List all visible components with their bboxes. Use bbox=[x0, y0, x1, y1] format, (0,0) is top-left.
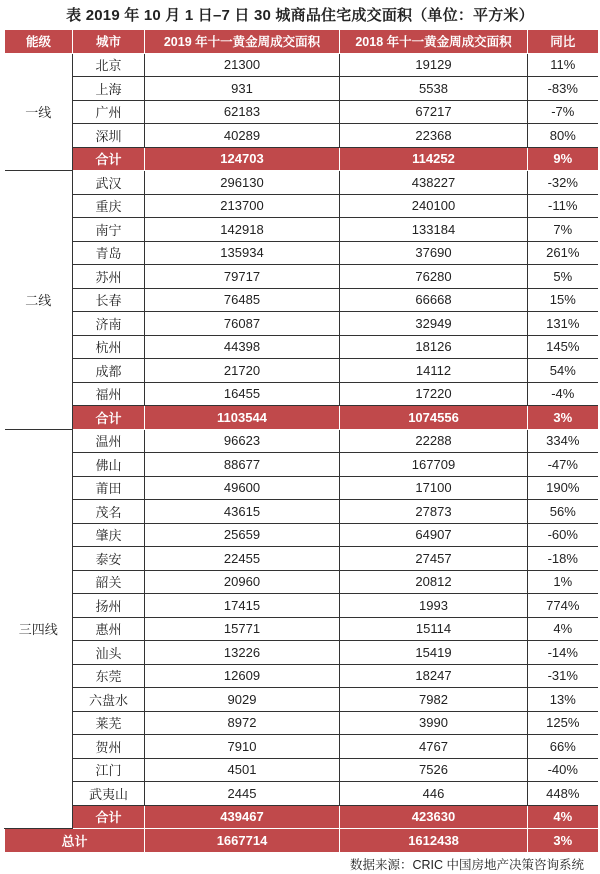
city-cell: 温州 bbox=[73, 429, 145, 453]
yoy-cell: -11% bbox=[528, 194, 598, 218]
tier-label: 二线 bbox=[5, 171, 73, 430]
yoy-cell: 334% bbox=[528, 429, 598, 453]
table-row bbox=[5, 476, 598, 500]
value-2018-cell: 167709 bbox=[340, 453, 528, 477]
city-cell: 佛山 bbox=[73, 453, 145, 477]
value-2018-cell: 27457 bbox=[340, 547, 528, 571]
transaction-area-table bbox=[4, 30, 598, 853]
table-row bbox=[5, 500, 598, 524]
city-cell: 杭州 bbox=[73, 335, 145, 359]
yoy-cell: 5% bbox=[528, 265, 598, 289]
table-row bbox=[5, 711, 598, 735]
value-2019-cell: 142918 bbox=[145, 218, 340, 242]
subtotal-row bbox=[5, 805, 598, 829]
yoy-cell: -4% bbox=[528, 382, 598, 406]
table-row bbox=[5, 171, 598, 195]
value-2019-cell: 43615 bbox=[145, 500, 340, 524]
value-2018-cell: 37690 bbox=[340, 241, 528, 265]
table-row bbox=[5, 218, 598, 242]
value-2019-cell: 213700 bbox=[145, 194, 340, 218]
table-row bbox=[5, 77, 598, 101]
table-row bbox=[5, 359, 598, 383]
value-2018-cell: 27873 bbox=[340, 500, 528, 524]
value-2018-cell: 133184 bbox=[340, 218, 528, 242]
table-row bbox=[5, 312, 598, 336]
yoy-cell: 190% bbox=[528, 476, 598, 500]
table-row bbox=[5, 429, 598, 453]
city-cell: 江门 bbox=[73, 758, 145, 782]
value-2018-cell: 19129 bbox=[340, 53, 528, 77]
table-row bbox=[5, 594, 598, 618]
data-source: 数据来源：CRIC 中国房地产决策咨询系统 bbox=[349, 858, 584, 872]
yoy-cell: -47% bbox=[528, 453, 598, 477]
value-2018-cell: 7526 bbox=[340, 758, 528, 782]
value-2019-cell: 21720 bbox=[145, 359, 340, 383]
subtotal-city: 合计 bbox=[73, 147, 145, 171]
grand-total-value-2019: 1667714 bbox=[145, 829, 340, 853]
value-2018-cell: 3990 bbox=[340, 711, 528, 735]
city-cell: 南宁 bbox=[73, 218, 145, 242]
yoy-cell: -18% bbox=[528, 547, 598, 571]
city-cell: 武汉 bbox=[73, 171, 145, 195]
value-2018-cell: 22368 bbox=[340, 124, 528, 148]
value-2018-cell: 18247 bbox=[340, 664, 528, 688]
yoy-cell: -31% bbox=[528, 664, 598, 688]
city-cell: 长春 bbox=[73, 288, 145, 312]
table-row bbox=[5, 617, 598, 641]
value-2018-cell: 4767 bbox=[340, 735, 528, 759]
value-2019-cell: 96623 bbox=[145, 429, 340, 453]
subtotal-row bbox=[5, 147, 598, 171]
city-cell: 武夷山 bbox=[73, 782, 145, 806]
table-row bbox=[5, 641, 598, 665]
value-2019-cell: 79717 bbox=[145, 265, 340, 289]
value-2019-cell: 22455 bbox=[145, 547, 340, 571]
value-2019-cell: 16455 bbox=[145, 382, 340, 406]
yoy-cell: 261% bbox=[528, 241, 598, 265]
value-2018-cell: 64907 bbox=[340, 523, 528, 547]
tier-label: 一线 bbox=[5, 53, 73, 171]
value-2018-cell: 14112 bbox=[340, 359, 528, 383]
city-cell: 惠州 bbox=[73, 617, 145, 641]
value-2019-cell: 15771 bbox=[145, 617, 340, 641]
city-cell: 莱芜 bbox=[73, 711, 145, 735]
yoy-cell: 11% bbox=[528, 53, 598, 77]
value-2019-cell: 9029 bbox=[145, 688, 340, 712]
city-cell: 青岛 bbox=[73, 241, 145, 265]
value-2018-cell: 240100 bbox=[340, 194, 528, 218]
value-2019-cell: 4501 bbox=[145, 758, 340, 782]
city-cell: 北京 bbox=[73, 53, 145, 77]
value-2019-cell: 40289 bbox=[145, 124, 340, 148]
grand-total-row bbox=[5, 829, 598, 853]
table-row bbox=[5, 288, 598, 312]
table-row bbox=[5, 194, 598, 218]
value-2019-cell: 13226 bbox=[145, 641, 340, 665]
value-2019-cell: 931 bbox=[145, 77, 340, 101]
grand-total-city: 总计 bbox=[5, 829, 145, 853]
value-2019-cell: 25659 bbox=[145, 523, 340, 547]
value-2018-cell: 1993 bbox=[340, 594, 528, 618]
subtotal-value-2019: 1103544 bbox=[145, 406, 340, 430]
city-cell: 六盘水 bbox=[73, 688, 145, 712]
yoy-cell: 15% bbox=[528, 288, 598, 312]
subtotal-value-2019: 439467 bbox=[145, 805, 340, 829]
city-cell: 成都 bbox=[73, 359, 145, 383]
value-2019-cell: 2445 bbox=[145, 782, 340, 806]
value-2018-cell: 66668 bbox=[340, 288, 528, 312]
value-2018-cell: 18126 bbox=[340, 335, 528, 359]
table-row bbox=[5, 523, 598, 547]
value-2018-cell: 15114 bbox=[340, 617, 528, 641]
table-row bbox=[5, 335, 598, 359]
table-row bbox=[5, 265, 598, 289]
city-cell: 莆田 bbox=[73, 476, 145, 500]
table-row bbox=[5, 100, 598, 124]
value-2019-cell: 62183 bbox=[145, 100, 340, 124]
city-cell: 汕头 bbox=[73, 641, 145, 665]
yoy-cell: -7% bbox=[528, 100, 598, 124]
value-2018-cell: 32949 bbox=[340, 312, 528, 336]
header-tier: 能级 bbox=[5, 30, 73, 53]
yoy-cell: 448% bbox=[528, 782, 598, 806]
yoy-cell: 125% bbox=[528, 711, 598, 735]
yoy-cell: 13% bbox=[528, 688, 598, 712]
tier-label: 三四线 bbox=[5, 429, 73, 829]
yoy-cell: 54% bbox=[528, 359, 598, 383]
value-2018-cell: 438227 bbox=[340, 171, 528, 195]
city-cell: 济南 bbox=[73, 312, 145, 336]
city-cell: 贺州 bbox=[73, 735, 145, 759]
city-cell: 泰安 bbox=[73, 547, 145, 571]
table-row bbox=[5, 241, 598, 265]
subtotal-value-2018: 1074556 bbox=[340, 406, 528, 430]
value-2018-cell: 67217 bbox=[340, 100, 528, 124]
table-row bbox=[5, 735, 598, 759]
yoy-cell: -32% bbox=[528, 171, 598, 195]
table-row bbox=[5, 782, 598, 806]
city-cell: 苏州 bbox=[73, 265, 145, 289]
value-2019-cell: 135934 bbox=[145, 241, 340, 265]
header-2019: 2019 年十一黄金周成交面积 bbox=[145, 30, 340, 53]
value-2019-cell: 76485 bbox=[145, 288, 340, 312]
yoy-cell: 4% bbox=[528, 617, 598, 641]
city-cell: 重庆 bbox=[73, 194, 145, 218]
subtotal-value-2019: 124703 bbox=[145, 147, 340, 171]
subtotal-city: 合计 bbox=[73, 805, 145, 829]
city-cell: 广州 bbox=[73, 100, 145, 124]
value-2019-cell: 296130 bbox=[145, 171, 340, 195]
yoy-cell: -14% bbox=[528, 641, 598, 665]
value-2019-cell: 20960 bbox=[145, 570, 340, 594]
subtotal-value-2018: 423630 bbox=[340, 805, 528, 829]
subtotal-city: 合计 bbox=[73, 406, 145, 430]
value-2019-cell: 76087 bbox=[145, 312, 340, 336]
table-row bbox=[5, 53, 598, 77]
value-2019-cell: 7910 bbox=[145, 735, 340, 759]
yoy-cell: 66% bbox=[528, 735, 598, 759]
table-row bbox=[5, 570, 598, 594]
header-yoy: 同比 bbox=[528, 30, 598, 53]
table-row bbox=[5, 382, 598, 406]
table-row bbox=[5, 124, 598, 148]
city-cell: 扬州 bbox=[73, 594, 145, 618]
yoy-cell: 145% bbox=[528, 335, 598, 359]
city-cell: 茂名 bbox=[73, 500, 145, 524]
yoy-cell: 80% bbox=[528, 124, 598, 148]
header-2018: 2018 年十一黄金周成交面积 bbox=[340, 30, 528, 53]
value-2019-cell: 44398 bbox=[145, 335, 340, 359]
header-row bbox=[5, 30, 598, 53]
grand-total-value-2018: 1612438 bbox=[340, 829, 528, 853]
yoy-cell: 7% bbox=[528, 218, 598, 242]
city-cell: 深圳 bbox=[73, 124, 145, 148]
table-row bbox=[5, 758, 598, 782]
subtotal-yoy: 3% bbox=[528, 406, 598, 430]
subtotal-value-2018: 114252 bbox=[340, 147, 528, 171]
value-2018-cell: 5538 bbox=[340, 77, 528, 101]
value-2019-cell: 17415 bbox=[145, 594, 340, 618]
subtotal-yoy: 9% bbox=[528, 147, 598, 171]
city-cell: 福州 bbox=[73, 382, 145, 406]
city-cell: 肇庆 bbox=[73, 523, 145, 547]
city-cell: 上海 bbox=[73, 77, 145, 101]
subtotal-yoy: 4% bbox=[528, 805, 598, 829]
value-2019-cell: 88677 bbox=[145, 453, 340, 477]
value-2019-cell: 21300 bbox=[145, 53, 340, 77]
value-2018-cell: 76280 bbox=[340, 265, 528, 289]
table-row bbox=[5, 664, 598, 688]
yoy-cell: 774% bbox=[528, 594, 598, 618]
grand-total-yoy: 3% bbox=[528, 829, 598, 853]
value-2018-cell: 17100 bbox=[340, 476, 528, 500]
city-cell: 韶关 bbox=[73, 570, 145, 594]
table-row bbox=[5, 547, 598, 571]
value-2018-cell: 7982 bbox=[340, 688, 528, 712]
value-2019-cell: 12609 bbox=[145, 664, 340, 688]
subtotal-row bbox=[5, 406, 598, 430]
header-city: 城市 bbox=[73, 30, 145, 53]
table-row bbox=[5, 453, 598, 477]
table-title: 表 2019 年 10 月 1 日–7 日 30 城商品住宅成交面积（单位：平方米） bbox=[66, 7, 534, 24]
yoy-cell: 131% bbox=[528, 312, 598, 336]
yoy-cell: -60% bbox=[528, 523, 598, 547]
yoy-cell: 1% bbox=[528, 570, 598, 594]
value-2019-cell: 8972 bbox=[145, 711, 340, 735]
city-cell: 东莞 bbox=[73, 664, 145, 688]
yoy-cell: -40% bbox=[528, 758, 598, 782]
value-2018-cell: 17220 bbox=[340, 382, 528, 406]
value-2018-cell: 20812 bbox=[340, 570, 528, 594]
value-2018-cell: 446 bbox=[340, 782, 528, 806]
value-2018-cell: 15419 bbox=[340, 641, 528, 665]
yoy-cell: 56% bbox=[528, 500, 598, 524]
value-2019-cell: 49600 bbox=[145, 476, 340, 500]
table-row bbox=[5, 688, 598, 712]
yoy-cell: -83% bbox=[528, 77, 598, 101]
value-2018-cell: 22288 bbox=[340, 429, 528, 453]
